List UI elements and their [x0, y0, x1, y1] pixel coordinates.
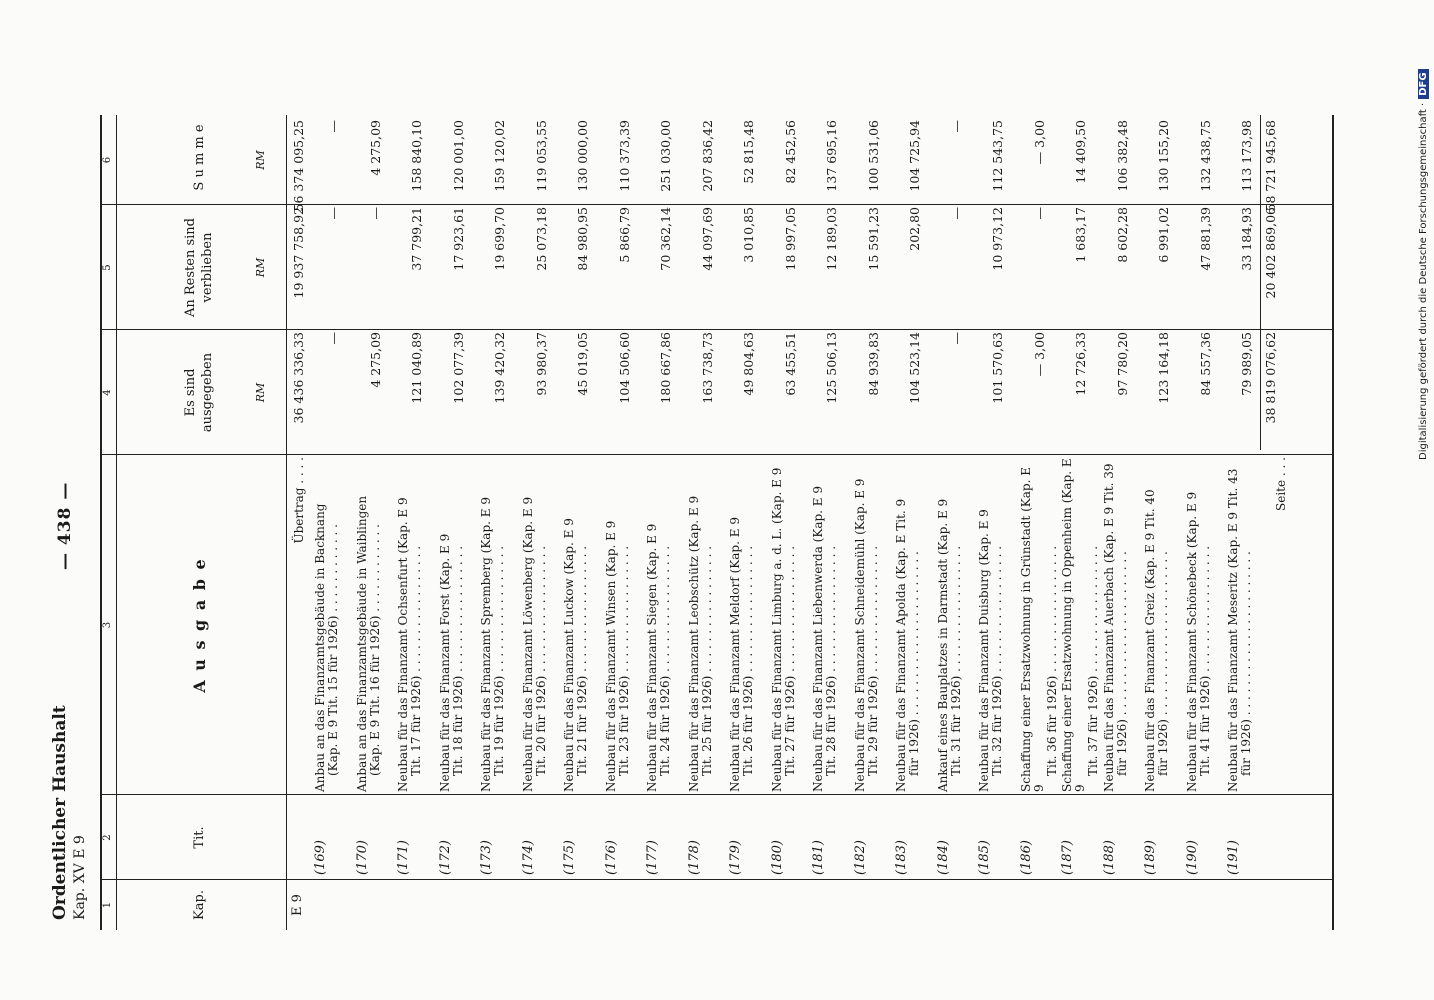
reste-value: 18 997,05	[782, 207, 798, 271]
reste-value: 47 881,39	[1197, 207, 1213, 271]
description-line-1: Neubau für das Finanzamt Forst (Kap. E 9	[437, 533, 452, 792]
row-description	[1103, 457, 1129, 792]
tit-number: (180)	[769, 840, 785, 875]
header-kap: Kap.	[191, 890, 207, 920]
row-description	[480, 457, 506, 792]
summe-value: 207 836,42	[699, 120, 715, 192]
ausgegeben-value: 84 939,83	[865, 332, 881, 396]
row-description	[1227, 457, 1253, 792]
description-line-1: Neubau für das Finanzamt Greiz (Kap. E 9 Tit. 40	[1143, 489, 1157, 792]
description-line-2: Tit. 26 für 1926) . . . . . . . . . . . . . . . . .	[741, 545, 755, 776]
row-description	[978, 457, 1004, 792]
reste-value: 12 189,03	[824, 207, 839, 271]
row-description	[771, 457, 797, 792]
description-line-1: Neubau für das Finanzamt Siegen (Kap. E 9	[645, 523, 659, 792]
description-line-2: Tit. 28 für 1926) . . . . . . . . . . . . . . . . .	[824, 545, 838, 776]
ausgegeben-value: 104 506,60	[616, 332, 632, 404]
row-description	[854, 457, 880, 792]
description-line-1: Neubau für das Finanzamt Ochsenfurt (Kap. E 9	[396, 497, 410, 792]
summe-value: 251 030,00	[658, 120, 673, 192]
header-reste: An Resten sind verblieben	[183, 218, 215, 317]
tit-number: (184)	[935, 840, 951, 875]
seite-summe: 58 721 945,68	[1263, 120, 1278, 212]
column-number: 4	[102, 389, 113, 396]
description-line-1: Neubau für das Finanzamt Winsen (Kap. E 9	[603, 520, 618, 792]
row-description	[1144, 457, 1170, 792]
description-line-2: für 1926) . . . . . . . . . . . . . . . . . . . . . .	[1114, 551, 1129, 776]
unit-label: RM	[254, 382, 267, 403]
reste-value: 15 591,23	[865, 207, 881, 271]
uebertrag-label: Übertrag . . . .	[292, 457, 306, 544]
description-line-1: Neubau für das Finanzamt Auerbach (Kap. E 9 Tit. 39	[1101, 463, 1116, 792]
description-line-1: Neubau für das Finanzamt Limburg a. d. L. (Kap. E 9	[769, 467, 784, 792]
ausgegeben-value: 12 726,33	[1073, 332, 1088, 396]
row-description	[314, 457, 340, 792]
description-line-1: Neubau für das Finanzamt Schönebeck (Kap. E 9	[1184, 491, 1199, 792]
ausgegeben-value: —	[326, 332, 341, 345]
header-ausgabe: A u s g a b e	[189, 557, 209, 693]
summe-value: 110 373,39	[616, 120, 632, 192]
header-ausgegeben: Es sind ausgegeben	[183, 352, 215, 433]
description-line-1: Neubau für das Finanzamt Meseritz (Kap. E 9 Tit. 43	[1226, 468, 1240, 792]
reste-value: —	[326, 207, 341, 220]
summe-value: 82 452,56	[782, 120, 798, 184]
reste-value: 202,80	[907, 207, 922, 251]
summe-value: 130 000,00	[575, 120, 590, 192]
summe-value: 104 725,94	[907, 120, 922, 192]
description-line-1: Neubau für das Finanzamt Liebenwerda (Kap. E 9	[811, 485, 825, 792]
description-line-2: Tit. 17 für 1926) . . . . . . . . . . . . . . . . .	[409, 545, 423, 776]
row-description	[1061, 457, 1100, 792]
reste-value: —	[948, 207, 964, 220]
uebertrag-ausgegeben: 36 436 336,33	[291, 332, 306, 424]
tit-number: (185)	[977, 840, 992, 875]
seite-reste: 20 402 869,06	[1263, 207, 1278, 299]
reste-value: 3 010,85	[741, 207, 756, 263]
ausgegeben-value: 4 275,09	[367, 332, 383, 388]
summe-value: 106 382,48	[1114, 120, 1130, 192]
summe-value: — 3,00	[1031, 120, 1047, 165]
description-line-2: Tit. 25 für 1926) . . . . . . . . . . . . . . . . .	[699, 545, 714, 776]
document-title: Ordentlicher Haushalt	[50, 705, 70, 920]
description-line-1: Anbau an das Finanzamtsgebäude in Waiblingen	[354, 495, 369, 792]
row-description	[439, 457, 465, 792]
description-line-2: Tit. 36 für 1926) . . . . . . . . . . . . . . . . .	[1044, 545, 1059, 776]
tit-number: (189)	[1143, 840, 1158, 875]
kap-value: E 9	[290, 894, 305, 916]
description-line-2: Tit. 31 für 1926) . . . . . . . . . . . . . . . . .	[948, 545, 963, 776]
tit-number: (187)	[1060, 840, 1075, 875]
ausgegeben-value: — 3,00	[1031, 332, 1047, 377]
document-header	[50, 705, 88, 920]
summe-value: 4 275,09	[367, 120, 383, 176]
description-line-1: Neubau für das Finanzamt Spremberg (Kap. E 9	[479, 497, 493, 792]
reste-value: 19 699,70	[492, 207, 507, 271]
ausgegeben-value: 45 019,05	[575, 332, 590, 396]
digitization-text: Digitalisierung gefördert durch die Deutsche Forschungsgemeinschaft ·	[1418, 102, 1429, 460]
reste-value: 6 991,02	[1156, 207, 1171, 263]
tit-number: (172)	[437, 840, 453, 875]
tit-number: (174)	[520, 840, 536, 875]
unit-label: RM	[254, 257, 267, 278]
digitization-note	[1418, 69, 1429, 460]
reste-value: 33 184,93	[1239, 207, 1254, 271]
summe-value: 120 001,00	[450, 120, 466, 192]
reste-value: —	[1031, 207, 1047, 220]
ausgegeben-value: 139 420,32	[492, 332, 507, 404]
dfg-logo: DFG	[1418, 69, 1429, 98]
summe-value: 52 815,48	[741, 120, 756, 184]
tit-number: (178)	[686, 840, 702, 875]
ausgegeben-value: 49 804,63	[741, 332, 756, 396]
reste-value: 10 973,12	[990, 207, 1005, 271]
summe-value: 158 840,10	[409, 120, 424, 192]
tit-number: (188)	[1101, 840, 1117, 875]
reste-value: 84 980,95	[575, 207, 590, 271]
description-line-2: Tit. 20 für 1926) . . . . . . . . . . . . . . . . .	[533, 545, 548, 776]
ausgegeben-value: 123 164,18	[1156, 332, 1171, 404]
summe-value: 113 173,98	[1239, 120, 1254, 192]
description-line-1: Neubau für das Finanzamt Schneidemühl (Kap. E 9	[852, 478, 867, 792]
header-summe: S u m m e	[191, 124, 207, 191]
seite-label: Seite . . .	[1274, 457, 1288, 511]
summe-value: 137 695,16	[824, 120, 839, 192]
reste-value: —	[367, 207, 383, 220]
tit-number: (190)	[1184, 840, 1200, 875]
column-number: 5	[102, 264, 113, 271]
row-description	[688, 457, 714, 792]
summe-value: 119 053,55	[533, 120, 549, 192]
row-description	[895, 457, 921, 792]
summe-value: 132 438,75	[1197, 120, 1213, 192]
ausgegeben-value: —	[948, 332, 964, 345]
description-line-2: für 1926) . . . . . . . . . . . . . . . . . . . . . .	[1156, 551, 1170, 776]
uebertrag-summe: 56 374 095,25	[291, 120, 306, 212]
description-line-2: Tit. 41 für 1926) . . . . . . . . . . . . . . . . .	[1197, 545, 1212, 776]
column-number: 3	[102, 621, 113, 629]
summe-value: 130 155,20	[1156, 120, 1171, 192]
tit-number: (175)	[562, 840, 577, 875]
header-tit: Tit.	[191, 826, 207, 849]
ausgegeben-value: 101 570,63	[990, 332, 1005, 404]
ausgegeben-value: 180 667,86	[658, 332, 673, 404]
summe-value: —	[326, 120, 341, 133]
tit-number: (173)	[479, 840, 494, 875]
summe-value: —	[948, 120, 964, 133]
row-description	[522, 457, 548, 792]
column-number: 1	[102, 901, 113, 909]
summe-value: 112 543,75	[990, 120, 1005, 192]
ausgegeben-value: 125 506,13	[824, 332, 839, 404]
description-line-1: Neubau für das Finanzamt Luckow (Kap. E 9	[562, 518, 576, 792]
seite-ausgegeben: 38 819 076,62	[1263, 332, 1278, 424]
description-line-2: Tit. 27 für 1926) . . . . . . . . . . . . . . . . .	[782, 545, 797, 776]
description-line-2: Tit. 32 für 1926) . . . . . . . . . . . . . . . . .	[990, 545, 1004, 776]
ausgegeben-value: 121 040,89	[409, 332, 424, 404]
description-line-2: Tit. 24 für 1926) . . . . . . . . . . . . . . . . .	[658, 545, 672, 776]
reste-value: 44 097,69	[699, 207, 715, 271]
column-number: 6	[102, 156, 113, 164]
description-line-1: Neubau für das Finanzamt Duisburg (Kap. E 9	[977, 509, 991, 792]
description-line-1: Neubau für das Finanzamt Löwenberg (Kap. E 9	[520, 496, 535, 792]
ausgegeben-value: 93 980,37	[533, 332, 549, 396]
description-line-2: für 1926) . . . . . . . . . . . . . . . . . . . . . .	[907, 551, 921, 776]
tit-number: (186)	[1018, 840, 1034, 875]
description-line-2: Tit. 18 für 1926) . . . . . . . . . . . . . . . . .	[450, 545, 465, 776]
description-line-1: Schaffung einer Ersatzwohnung in Grünstadt (Kap. E 9	[1018, 467, 1046, 792]
row-description	[605, 457, 631, 792]
description-line-1: Anbau an das Finanzamtsgebäude in Backnang	[313, 503, 327, 792]
unit-label: RM	[254, 150, 267, 170]
tit-number: (169)	[313, 840, 328, 875]
reste-value: 1 683,17	[1073, 207, 1088, 263]
description-line-2: Tit. 21 für 1926) . . . . . . . . . . . . . . . . .	[575, 545, 589, 776]
ausgegeben-value: 63 455,51	[782, 332, 798, 396]
tit-number: (171)	[396, 840, 411, 875]
column-number-row	[102, 115, 117, 930]
header-divider	[286, 115, 287, 930]
reste-value: 17 923,61	[450, 207, 466, 271]
document-subtitle: Kap. XV E 9	[72, 835, 88, 920]
ausgegeben-value: 104 523,14	[907, 332, 922, 404]
tit-number: (182)	[852, 840, 868, 875]
description-line-1: Neubau für das Finanzamt Leobschütz (Kap. E 9	[686, 495, 701, 792]
page-number: — 438 —	[55, 481, 75, 570]
tit-number: (179)	[728, 840, 743, 875]
sum-divider	[1260, 115, 1261, 450]
description-line-2: Tit. 19 für 1926) . . . . . . . . . . . . . . . . .	[492, 545, 506, 776]
summe-value: 14 409,50	[1073, 120, 1088, 184]
ausgegeben-value: 79 989,05	[1239, 332, 1254, 396]
ausgegeben-value: 84 557,36	[1197, 332, 1213, 396]
row-description	[1020, 457, 1059, 792]
ausgegeben-value: 102 077,39	[450, 332, 466, 404]
tit-number: (183)	[894, 840, 909, 875]
row-description	[1186, 457, 1212, 792]
summe-value: 100 531,06	[865, 120, 881, 192]
row-description	[812, 457, 838, 792]
reste-value: 70 362,14	[658, 207, 673, 271]
reste-value: 37 799,21	[409, 207, 424, 271]
row-description	[563, 457, 589, 792]
tit-number: (170)	[354, 840, 370, 875]
description-line-2: Tit. 29 für 1926) . . . . . . . . . . . . . . . . .	[865, 545, 880, 776]
tit-number: (191)	[1226, 840, 1241, 875]
description-line-1: Ankauf eines Bauplatzes in Darmstadt (Kap. E 9	[935, 498, 950, 792]
description-line-2: (Kap. E 9 Tit. 16 für 1926) . . . . . . . . . . . .	[367, 524, 382, 776]
tit-number: (181)	[811, 840, 826, 875]
row-description	[397, 457, 423, 792]
row-description	[729, 457, 755, 792]
description-line-1: Schaffung einer Ersatzwohnung in Oppenheim (Kap. E 9	[1060, 458, 1087, 792]
reste-value: 25 073,18	[533, 207, 549, 271]
summe-value: 159 120,02	[492, 120, 507, 192]
description-line-2: (Kap. E 9 Tit. 15 für 1926) . . . . . . . . . . . .	[326, 524, 340, 776]
reste-value: 8 602,28	[1114, 207, 1130, 263]
ausgegeben-value: 97 780,20	[1114, 332, 1130, 396]
description-line-1: Neubau für das Finanzamt Apolda (Kap. E Tit. 9	[894, 498, 908, 792]
description-line-2: für 1926) . . . . . . . . . . . . . . . . . . . . . .	[1239, 551, 1253, 776]
description-line-1: Neubau für das Finanzamt Meldorf (Kap. E 9	[728, 517, 742, 792]
description-line-2: Tit. 23 für 1926) . . . . . . . . . . . . . . . . .	[616, 545, 631, 776]
row-description	[356, 457, 382, 792]
column-number: 2	[102, 834, 113, 841]
uebertrag-reste: 19 937 758,92	[291, 207, 306, 299]
tit-number: (177)	[645, 840, 660, 875]
row-description	[937, 457, 963, 792]
tit-number: (176)	[603, 840, 619, 875]
ausgegeben-value: 163 738,73	[699, 332, 715, 404]
row-description	[646, 457, 672, 792]
description-line-2: Tit. 37 für 1926) . . . . . . . . . . . . . . . . .	[1086, 545, 1100, 776]
reste-value: 5 866,79	[616, 207, 632, 263]
budget-table	[100, 115, 1334, 930]
